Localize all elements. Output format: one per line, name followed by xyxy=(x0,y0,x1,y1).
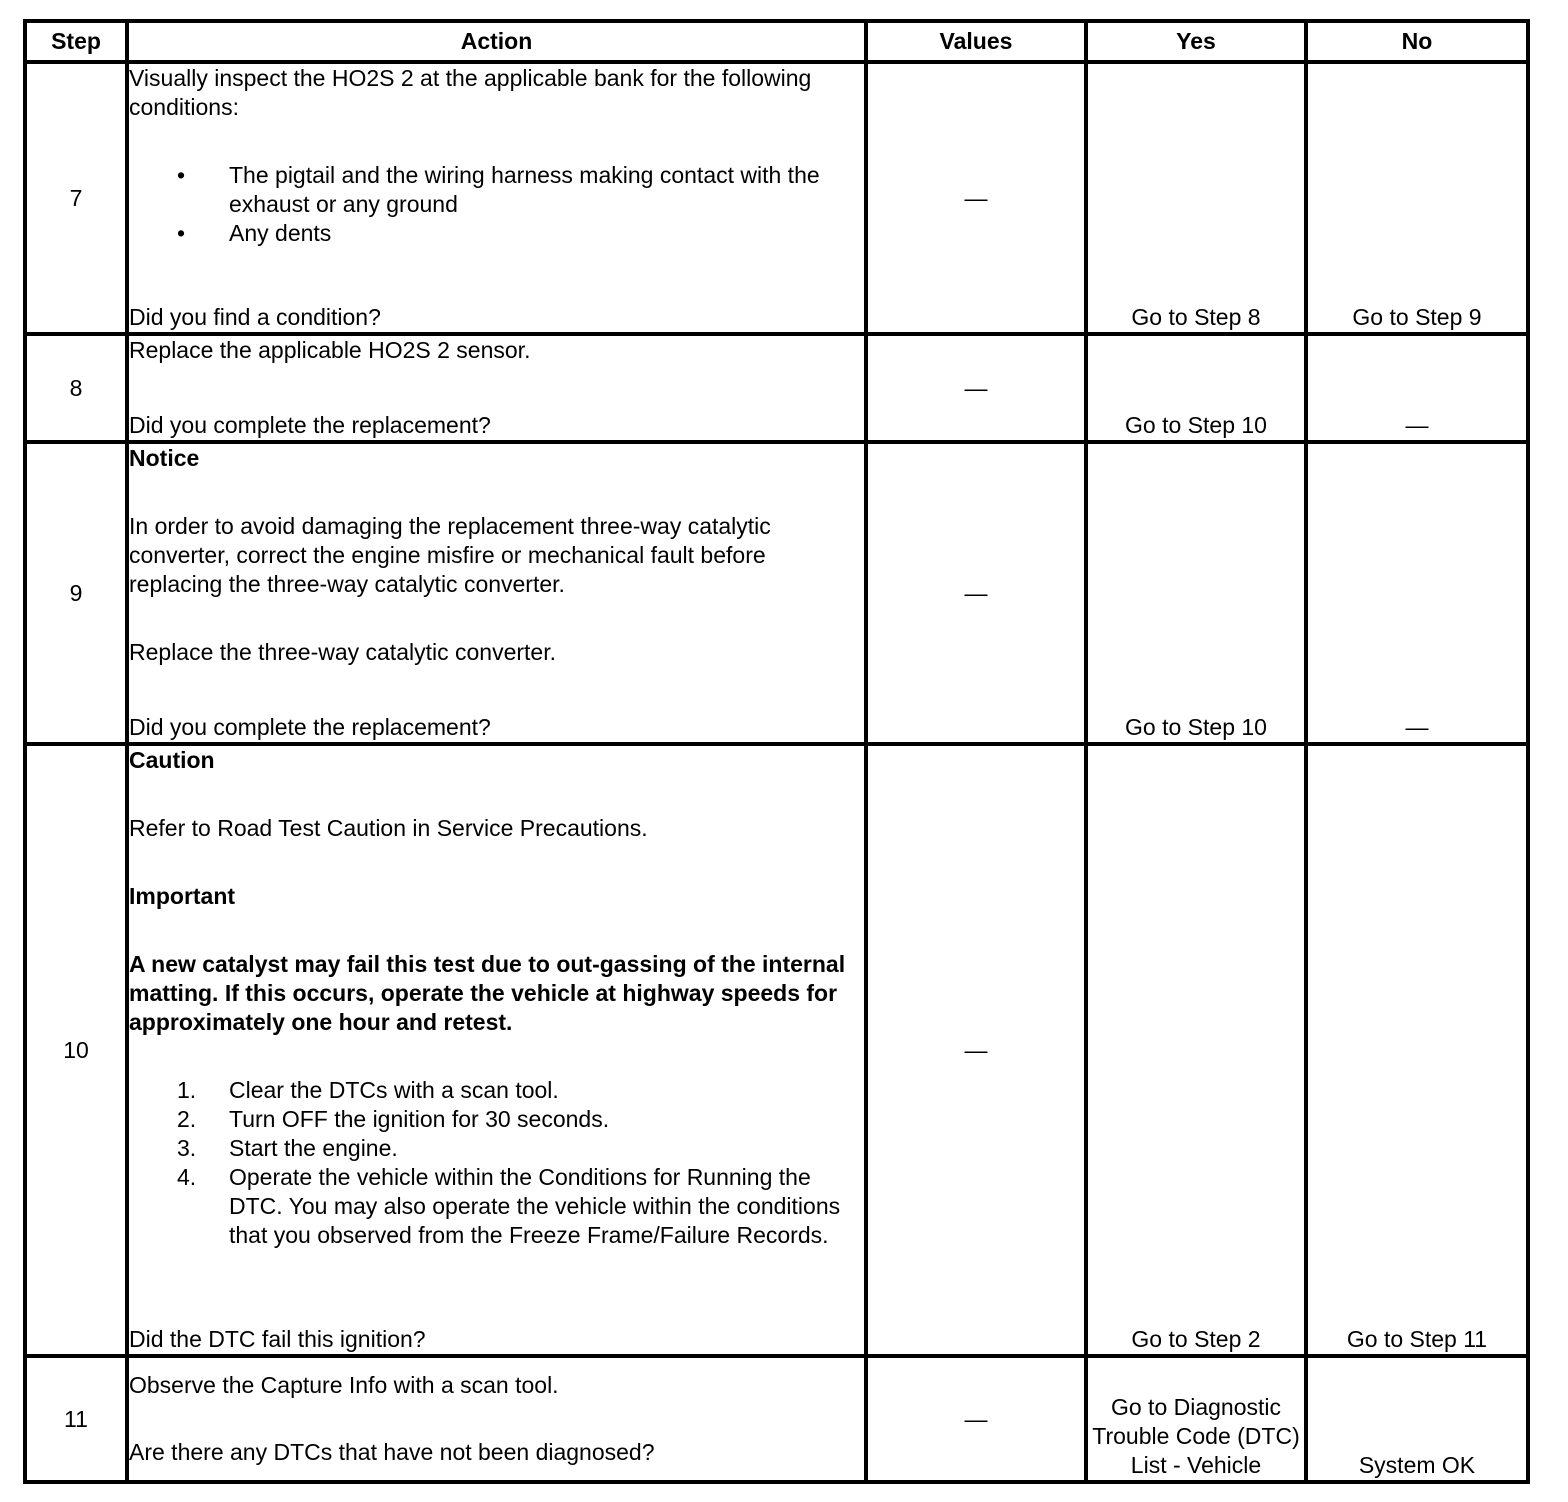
action-cell xyxy=(127,442,866,744)
values-cell: — xyxy=(866,744,1086,1356)
header-yes: Yes xyxy=(1086,21,1306,62)
action-question: Did the DTC fail this ignition? xyxy=(129,1326,426,1352)
table-row xyxy=(25,744,1528,1356)
yes-cell: Go to Diagnostic Trouble Code (DTC) List - Vehicle xyxy=(1086,1356,1306,1482)
step-number: 7 xyxy=(25,62,127,334)
list-item: 3. Start the engine. xyxy=(177,1135,398,1161)
list-item: 2. Turn OFF the ignition for 30 seconds. xyxy=(177,1106,610,1132)
table-row xyxy=(25,62,1528,334)
condition-list xyxy=(129,161,864,248)
table-row xyxy=(25,1356,1528,1482)
important-label: Important xyxy=(129,883,236,909)
yes-cell: Go to Step 10 xyxy=(1086,442,1306,744)
no-cell: — xyxy=(1306,442,1528,744)
action-question: Are there any DTCs that have not been diagnosed? xyxy=(129,1439,655,1465)
header-action: Action xyxy=(127,21,866,62)
header-no: No xyxy=(1306,21,1528,62)
step-number: 10 xyxy=(25,744,127,1356)
values-cell: — xyxy=(866,334,1086,442)
no-cell: System OK xyxy=(1306,1356,1528,1482)
yes-cell: Go to Step 2 xyxy=(1086,744,1306,1356)
important-text: A new catalyst may fail this test due to out-gassing of the internal matting. If this occurs, operate the vehicle at highway speeds for approximately one hour and retest. xyxy=(129,951,846,1035)
list-item: • Any dents xyxy=(177,220,332,246)
action-question: Did you complete the replacement? xyxy=(129,714,491,740)
table-row xyxy=(25,442,1528,744)
caution-label: Caution xyxy=(129,747,215,773)
action-question: Did you find a condition? xyxy=(129,304,381,330)
bullet-icon: • xyxy=(177,220,186,246)
list-item: • The pigtail and the wiring harness making contact with the exhaust or any ground xyxy=(177,162,820,217)
action-cell xyxy=(127,334,866,442)
header-step: Step xyxy=(25,21,127,62)
values-cell: — xyxy=(866,1356,1086,1482)
bullet-icon: • xyxy=(177,162,186,188)
action-text: Replace the applicable HO2S 2 sensor. xyxy=(129,337,531,363)
action-question: Did you complete the replacement? xyxy=(129,412,491,438)
action-cell xyxy=(127,744,866,1356)
list-item: 4. Operate the vehicle within the Conditions for Running the DTC. You may also operate the vehicle within the conditions that you observed from the Freeze Frame/Failure Records. xyxy=(177,1164,841,1248)
yes-cell: Go to Step 8 xyxy=(1086,62,1306,334)
table-row xyxy=(25,334,1528,442)
header-row xyxy=(25,21,1528,62)
step-number: 8 xyxy=(25,334,127,442)
notice-label: Notice xyxy=(129,445,200,471)
values-cell: — xyxy=(866,442,1086,744)
step-number: 9 xyxy=(25,442,127,744)
no-cell: Go to Step 11 xyxy=(1306,744,1528,1356)
no-cell: — xyxy=(1306,334,1528,442)
step-number: 11 xyxy=(25,1356,127,1482)
action-text: Visually inspect the HO2S 2 at the applicable bank for the following conditions: xyxy=(129,65,812,120)
values-cell: — xyxy=(866,62,1086,334)
notice-text: In order to avoid damaging the replacement three-way catalytic converter, correct the engine misfire or mechanical fault before replacing the three-way catalytic converter. xyxy=(129,513,771,597)
diagnostic-table xyxy=(23,19,1530,1484)
list-item: 1. Clear the DTCs with a scan tool. xyxy=(177,1077,559,1103)
procedure-list xyxy=(129,1076,864,1250)
action-cell xyxy=(127,62,866,334)
header-values: Values xyxy=(866,21,1086,62)
action-cell xyxy=(127,1356,866,1482)
action-text: Replace the three-way catalytic converter. xyxy=(129,639,556,665)
caution-text: Refer to Road Test Caution in Service Precautions. xyxy=(129,815,648,841)
no-cell: Go to Step 9 xyxy=(1306,62,1528,334)
action-text: Observe the Capture Info with a scan tool. xyxy=(129,1372,559,1398)
yes-cell: Go to Step 10 xyxy=(1086,334,1306,442)
